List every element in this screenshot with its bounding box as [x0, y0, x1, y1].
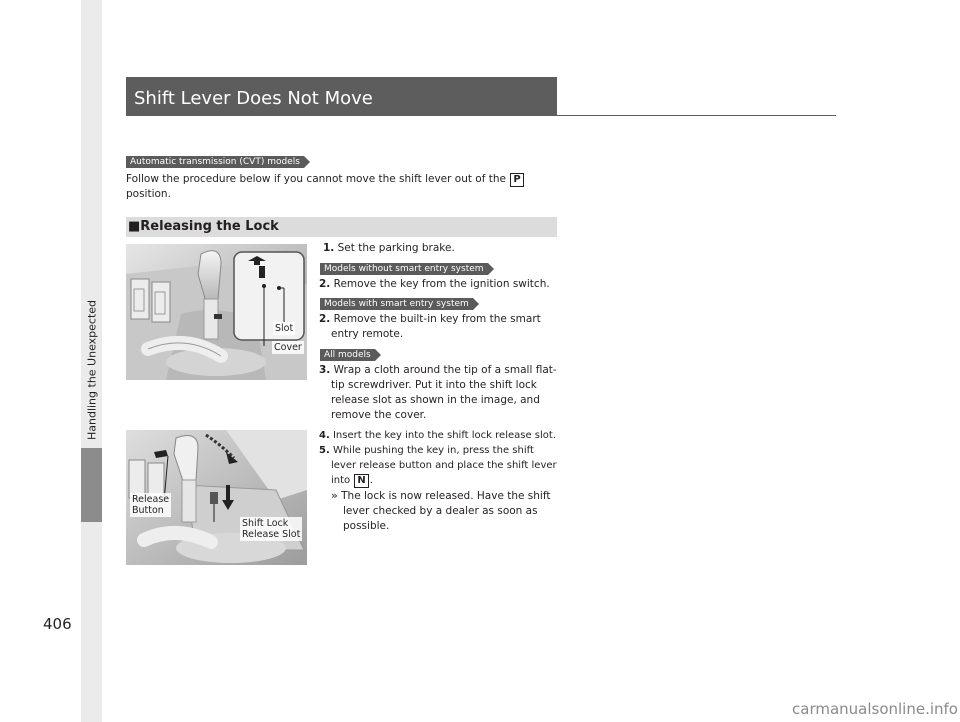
tag-cvt-models: Automatic transmission (CVT) models: [126, 156, 304, 168]
shift-lever-illustration: [126, 244, 307, 380]
tag-models-with-smart-entry: Models with smart entry system: [320, 298, 473, 310]
step-2-no-smart-entry: 2. Remove the key from the ignition switch.: [319, 278, 550, 290]
step-2-smart-entry: 2. Remove the built-in key from the smart entry remote.: [319, 313, 541, 340]
key-p-icon: P: [510, 173, 523, 187]
tag-all-models: All models: [320, 349, 375, 361]
intro-paragraph: [126, 172, 546, 201]
tag-models-without-smart-entry: Models without smart entry system: [320, 263, 488, 275]
watermark: carmanualsonline.info: [792, 700, 958, 718]
figure-shift-lever-cover: [126, 244, 307, 380]
figure-shift-lock-release: [126, 430, 307, 565]
intro-text-end: position.: [126, 188, 171, 200]
callout-release-button: Release Button: [132, 494, 170, 516]
step-5-line-3: into N .: [331, 475, 373, 486]
page-title: Shift Lever Does Not Move: [134, 88, 373, 109]
callout-shift-lock-release-slot: Shift Lock Release Slot: [242, 518, 301, 540]
step-3: 3. Wrap a cloth around the tip of a small flat- tip screwdriver. Put it into the shift lock release slot as shown in the image, and remove the cover.: [319, 364, 557, 421]
step-1: 1. Set the parking brake.: [323, 242, 455, 254]
note-arrow-icon: »: [331, 490, 338, 502]
page-number: 406: [43, 615, 72, 633]
step-4: 4. Insert the key into the shift lock release slot.: [319, 430, 556, 441]
key-n-icon: N: [354, 474, 368, 488]
section-heading: ■Releasing the Lock: [128, 219, 279, 234]
callout-cover: Cover: [274, 342, 302, 353]
title-rule: [557, 115, 836, 116]
side-tab-label: Handling the Unexpected: [85, 299, 99, 441]
step-5: 5. While pushing the key in, press the shift lever release button and place the shift lever into N .: [319, 443, 569, 488]
page-title-bar: [126, 77, 557, 116]
intro-text: Follow the procedure below if you cannot move the shift lever out of the: [126, 173, 506, 185]
section-heading-bar: [126, 217, 557, 237]
note-lock-released: » The lock is now released. Have the shift lever checked by a dealer as soon as possible.: [331, 490, 551, 532]
callout-slot: Slot: [275, 323, 294, 334]
